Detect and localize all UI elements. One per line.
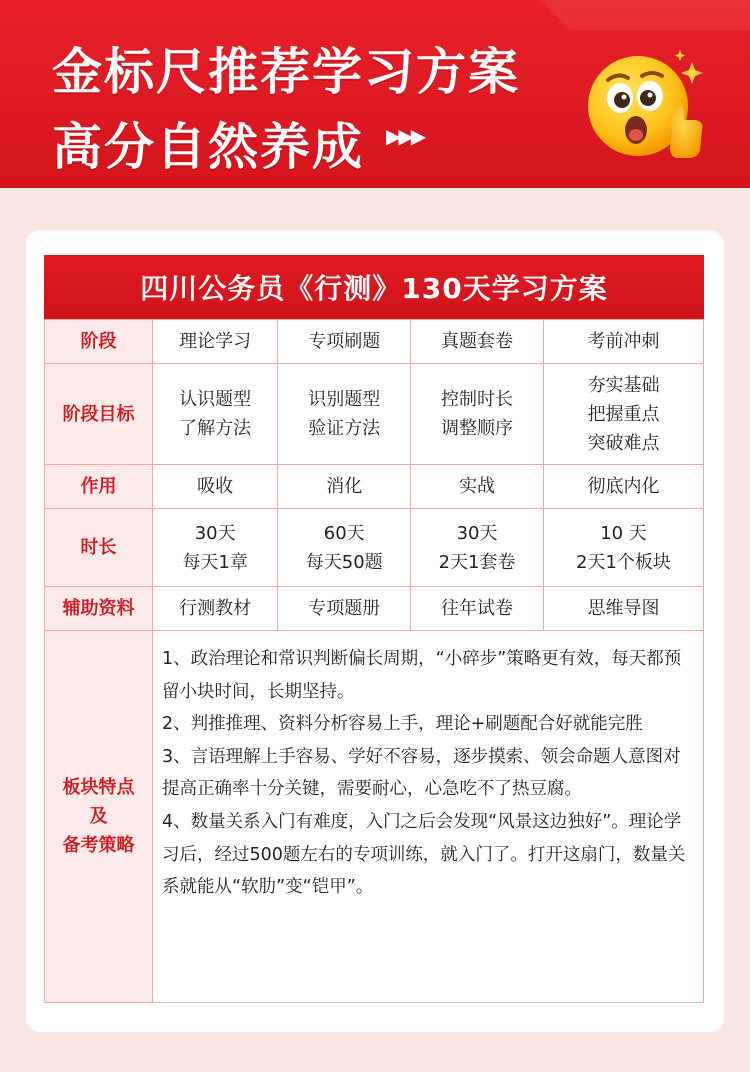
cell-text: 行测教材 xyxy=(179,598,252,619)
cell-text: 30天 xyxy=(194,522,236,544)
row-header: 辅助资料 xyxy=(45,587,153,631)
table-cell xyxy=(543,587,703,631)
table-title: 四川公务员《行测》130天学习方案 xyxy=(44,255,704,319)
table-cell xyxy=(411,465,544,509)
cell-text: 控制时长 xyxy=(441,389,514,410)
strategy-note: 4、数量关系入门有难度，入门之后会发现“风景这边独好”。理论学习后，经过500题左右的专项训练，就入门了。打开这扇门，数量关系就能从“软肋”变“铠甲”。 xyxy=(162,811,686,898)
row-header: 阶段目标 xyxy=(45,364,153,465)
cell-text: 吸收 xyxy=(197,476,234,497)
cell-text: 2天1套卷 xyxy=(438,551,516,573)
table-row xyxy=(45,320,704,364)
cell-text: 识别题型 xyxy=(308,389,381,410)
cell-text: 专项刷题 xyxy=(308,331,381,352)
cell-text: 专项题册 xyxy=(308,598,381,619)
study-plan-table xyxy=(44,319,704,1003)
strategy-row-header xyxy=(45,631,153,1003)
cell-text: 消化 xyxy=(326,476,363,497)
strategy-notes xyxy=(153,631,704,1003)
cell-text: 夯实基础 xyxy=(587,374,660,396)
table-cell xyxy=(543,364,703,465)
table-cell xyxy=(153,587,278,631)
cell-text: 10 天 xyxy=(600,522,647,544)
cell-text: 了解方法 xyxy=(179,418,252,439)
strategy-note: 2、判推推理、资料分析容易上手，理论+刷题配合好就能完胜 xyxy=(162,714,643,735)
strategy-note: 3、言语理解上手容易、学好不容易，逐步摸索、领会命题人意图对提高正确率十分关键，需要耐心，心急吃不了热豆腐。 xyxy=(162,746,681,800)
cell-text: 备考策略 xyxy=(62,835,135,856)
cell-text: 每天50题 xyxy=(305,551,383,573)
table-row xyxy=(45,587,704,631)
cell-text: 考前冲刺 xyxy=(587,331,660,352)
table-cell xyxy=(411,320,544,364)
table-cell xyxy=(411,364,544,465)
table-cell xyxy=(278,587,411,631)
cell-text: 认识题型 xyxy=(179,389,252,410)
table-cell xyxy=(543,465,703,509)
surprised-thumbs-up-emoji-icon xyxy=(580,40,710,170)
table-cell xyxy=(543,320,703,364)
cell-text: 理论学习 xyxy=(179,331,252,352)
cell-text: 思维导图 xyxy=(587,598,660,619)
table-cell xyxy=(153,509,278,587)
cell-text: 把握重点 xyxy=(587,403,660,425)
cell-text: 验证方法 xyxy=(308,418,381,439)
table-cell xyxy=(543,509,703,587)
triple-arrow-icon: ▶▶▶ xyxy=(386,124,424,148)
row-header: 作用 xyxy=(45,465,153,509)
table-cell xyxy=(278,364,411,465)
table-cell xyxy=(153,364,278,465)
cell-text: 60天 xyxy=(323,522,365,544)
cell-text: 30天 xyxy=(456,522,498,544)
cell-text: 及 xyxy=(89,806,108,827)
table-cell xyxy=(153,465,278,509)
cell-text: 每天1章 xyxy=(182,551,248,573)
cell-text: 突破难点 xyxy=(587,432,660,454)
banner-tab-decoration xyxy=(0,0,750,30)
headline-line-1: 金标尺推荐学习方案 xyxy=(52,43,520,101)
table-cell xyxy=(278,320,411,364)
row-header: 时长 xyxy=(45,509,153,587)
cell-text: 板块特点 xyxy=(62,777,135,798)
table-cell xyxy=(153,320,278,364)
cell-text: 实战 xyxy=(459,476,496,497)
cell-text: 调整顺序 xyxy=(441,418,514,439)
cell-text: 2天1个板块 xyxy=(576,551,671,573)
table-cell xyxy=(411,509,544,587)
table-row xyxy=(45,509,704,587)
cell-text: 彻底内化 xyxy=(587,476,660,497)
strategy-note: 1、政治理论和常识判断偏长周期，“小碎步”策略更有效，每天都预留小块时间，长期坚持。 xyxy=(162,649,682,702)
table-row xyxy=(45,364,704,465)
cell-text: 真题套卷 xyxy=(441,331,514,352)
table-row xyxy=(45,465,704,509)
cell-text: 往年试卷 xyxy=(441,598,514,619)
headline-line-2: 高分自然养成 xyxy=(52,118,364,176)
table-cell xyxy=(278,465,411,509)
table-cell xyxy=(411,587,544,631)
table-cell xyxy=(278,509,411,587)
table-row xyxy=(45,631,704,1003)
row-header: 阶段 xyxy=(45,320,153,364)
